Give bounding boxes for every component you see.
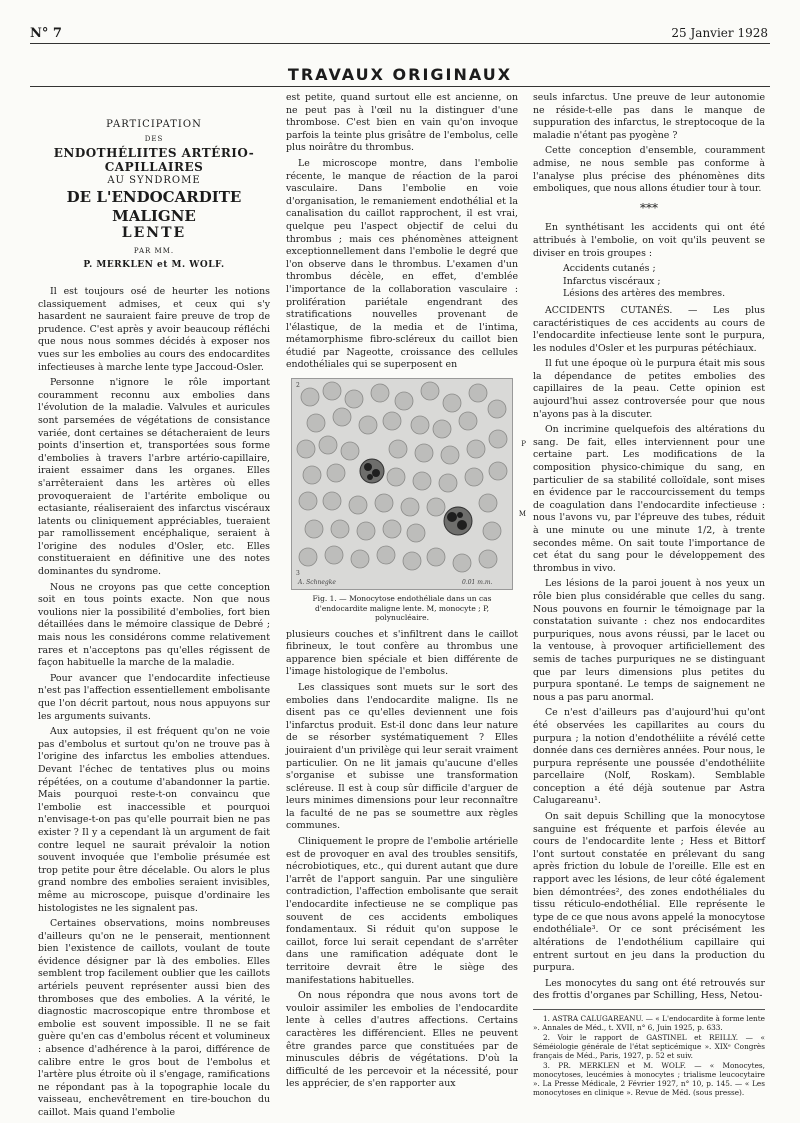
paragraph: Il est toujours osé de heurter les notions classiquement admises, et ceux qui s'y hasardent ne sauraient faire preuve de trop de prudence. C'est après y avoir beaucoup réfléchi que nous nous sommes décidés à exposer nos vues sur les embolies au cours des endocardites infectieuses à marche lente type Jaccoud-Osler. — [38, 286, 270, 373]
footnote: 3. PR. MERKLEN et M. WOLF. — « Monocytes, monocytoses, leucémies à monocytes ; trialisme leucocytaire ». La Presse Médicale, 2 Février 1927, n° 10, p. 145. — « Les monocytoses en clinique ». Revue de Méd. (sous presse). — [533, 1060, 765, 1097]
column-2 — [286, 92, 526, 1094]
paragraph: En synthétisant les accidents qui ont été attribués à l'embolie, on voit qu'ils peuvent se diviser en trois groupes : — [533, 222, 765, 259]
figure-label-2: 2 — [296, 382, 300, 390]
figure-label-m: M — [518, 510, 526, 519]
paragraph: Ce n'est d'ailleurs pas d'aujourd'hui qu'ont été observées les capillarites au cours du purpura ; la notion d'endothéliite a révélé cette donnée dans ces dernières années. Pour nous, le purpura représente une poussée d'endothéliite parcellaire (Nolf, Roskam). Semblable conception a été déjà soutenue par Astra Calugareanu¹. — [533, 707, 765, 807]
paragraph: Il fut une époque où le purpura était mis sous la dépendance de petites embolies des capillaires de la peau. Cette opinion est aujourd'hui assez controversée pour que nous n'ayons pas à la discuter. — [533, 358, 765, 420]
paragraph: plusieurs couches et s'infiltrent dans le caillot fibrineux, le tout confère au thrombus une apparence bien spéciale et bien différente de l'image histologique de l'embolus. — [286, 628, 518, 678]
section-title: TRAVAUX ORIGINAUX — [287, 65, 513, 84]
group-list — [563, 263, 765, 301]
issue-date: 25 Janvier 1928 — [671, 26, 768, 40]
paragraph: Le microscope montre, dans l'embolie récente, le manque de réaction de la paroi vasculaire. Dans l'embolie en voie d'organisation, le remaniement endothélial et la canalisation du caillot rapprochent, il est vrai, quelque peu l'aspect objectif de celui du thrombus ; mais ces phénomènes atteignent exceptionnellement dans l'embolie le degré que l'on observe dans le thrombus. L'examen d'un thrombus décèle, en effet, d'emblée l'importance de la collaboration vasculaire : prolifération pariétale engendrant des stratifications nouvelles provenant de l'élastique, de la media et de l'intima, métamorphisme fibro-scléreux du caillot bien étudié par Nageotte, croissance des cellules endothéliales qui se superposent en — [286, 157, 518, 371]
figure-label-3: 3 — [296, 570, 300, 578]
paragraph: Pour avancer que l'endocardite infectieuse n'est pas l'affection essentiellement embolisante que l'on décrit partout, nous nous appuyons sur les arguments suivants. — [38, 672, 270, 722]
header-rule — [30, 43, 770, 44]
paragraph: On sait depuis Schilling que la monocytose sanguine est fréquente et parfois élevée au cours de l'endocardite lente ; Hess et Bittorf l'ont surtout constatée en prélevant du sang après friction du lobule de l'oreille. Elle est en rapport avec les lésions, de leur côté également bien démontrées², des zones endothéliales du tissu réticulo-endothélial. Elle représente le type de ce que nous avons appelé la monocytose endothéliale³. Or ce sont précisément les altérations de l'endothélium capillaire qui entrent surtout en jeu dans la production du purpura. — [533, 811, 765, 974]
paragraph: Cette conception d'ensemble, couramment admise, ne nous semble pas conforme à l'analyse plus précise des phénomènes dits emboliques, que nous allons étudier tour à tour. — [533, 145, 765, 195]
figure-signature: A. Schnegke — [298, 579, 336, 587]
paragraph: Les monocytes du sang ont été retrouvés sur des frottis d'organes par Schilling, Hess, Netou- — [533, 977, 765, 1002]
paragraph: seuls infarctus. Une preuve de leur autonomie ne réside-t-elle pas dans le manque de suppuration des infarctus, le streptocoque de la maladie n'étant pas pyogène ? — [533, 92, 765, 141]
title-line-5: DE L'ENDOCARDITE MALIGNE — [66, 188, 242, 225]
footnote: 1. ASTRA CALUGAREANU. — « L'endocardite à forme lente ». Annales de Méd., t. XVII, n° 6, Juin 1925, p. 633. — [533, 1013, 765, 1032]
section-rule — [30, 86, 770, 87]
column-1 — [38, 92, 270, 1123]
paragraph: ACCIDENTS CUTANÉS. — Les plus caractéristiques de ces accidents au cours de l'endocardite infectieuse lente sont le purpura, les nodules d'Osler et les purpuras pétéchiaux. — [533, 304, 765, 354]
figure-1 — [286, 378, 526, 623]
figure-scale: 0.01 m.m. — [462, 579, 493, 587]
list-item: Infarctus viscéraux ; — [563, 275, 661, 287]
footnote: 2. Voir le rapport de GASTINEL et REILLY. — « Séméiologie générale de l'état septicémique ». XIXᵉ Congrès français de Méd., Paris, 1927, p. 52 et suiv. — [533, 1032, 765, 1060]
figure-label-p: P — [521, 440, 526, 449]
paragraph: On nous répondra que nous avons tort de vouloir assimiler les embolies de l'endocardite lente à celles d'autres affections. Certains caractères les différencient. Elles ne peuvent être grandes parce que constituées par de minuscules débris de végétations. D'où la difficulté de les percevoir et la nécessité, pour les apprécier, de s'en rapporter aux — [286, 990, 518, 1090]
paragraph: est petite, quand surtout elle est ancienne, on ne peut pas à l'œil nu la distinguer d'une thrombose. C'est bien en vain qu'on invoque parfois la teinte plus grisâtre de l'embolus, celle plus noirâtre du thrombus. — [286, 92, 518, 154]
footnotes — [533, 1009, 765, 1097]
title-line-2: DES — [144, 135, 164, 143]
title-line-6: LENTE — [121, 225, 187, 241]
paragraph: Cliniquement le propre de l'embolie artérielle est de provoquer en aval des troubles sensitifs, nécrobiotiques, etc., qui durent autant que dure l'arrêt de l'apport sanguin. Par une singulière contradiction, l'affection embolisante que serait l'endocardite infectieuse ne se complique pas souvent de ces accidents emboliques fondamentaux. Si réduit qu'on suppose le caillot, force lui serait cependant de s'arrêter dans une ramification adéquate dont le territoire devrait être le siège des manifestations habituelles. — [286, 836, 518, 986]
micrograph-image — [291, 378, 513, 590]
column-3 — [533, 92, 765, 1098]
title-par: PAR MM. — [133, 247, 175, 255]
paragraph: Les classiques sont muets sur le sort des embolies dans l'endocardite maligne. Ils ne disent pas ce qu'elles deviennent une fois l'infarctus produit. Est-il donc dans leur nature de se résorber systématiquement ? Elles jouiraient d'un privilège qui leur serait vraiment particulier. On ne lit jamais qu'aucune d'elles s'organise et subisse une transformation scléreuse. Il est à coup sûr difficile d'arguer de leurs minimes dimensions pour leur reconnaître la faculté de ne pas se soumettre aux règles communes. — [286, 681, 518, 832]
title-line-1: PARTICIPATION — [106, 119, 202, 130]
article-title-block — [38, 118, 270, 272]
section-separator-stars: *** — [640, 200, 658, 215]
paragraph: Nous ne croyons pas que cette conception soit en tous points exacte. Non que nous voulions nier la possibilité d'embolies, fort bien détaillées dans le mémoire classique de Debré ; mais nous les considérons comme relativement rares et n'acceptons pas qu'elles régissent de façon habituelle la marche de la maladie. — [38, 581, 270, 669]
list-item: Accidents cutanés ; — [563, 263, 656, 275]
micrograph-drawing — [292, 379, 512, 589]
title-line-3: ENDOTHÉLIITES ARTÉRIO-CAPILLAIRES — [53, 146, 255, 174]
paragraph: Personne n'ignore le rôle important couramment reconnu aux embolies dans l'évolution de la maladie. Valvules et auricules sont parsemées de végétations de consistance variée, dont certaines se détacheraient de leurs points d'insertion et, transportées sous forme d'embolies à travers l'arbre artério-capillaire, iraient essaimer dans les organes. Elles s'arrêteraient dans les artères où elles provoqueraient de l'artérite embolique ou ectasiante, réaliseraient des infarctus viscéraux latents ou cliniquement appréciables, tueraient par ramollissement encéphalique, seraient à l'origine des nodules d'Osler, etc. Elles constitueraient en définitive une des notes dominantes du syndrome. — [38, 377, 270, 578]
list-item: Lésions des artères des membres. — [563, 288, 726, 300]
paragraph: Aux autopsies, il est fréquent qu'on ne voie pas d'embolus et surtout qu'on ne trouve pas à l'origine des infarctus les embolies attendues. Devant l'échec de tentatives plus ou moins répétées, on a coutume d'abandonner la partie. Mais pourquoi reste-t-on convaincu que l'embolie est inaccessible et pourquoi n'envisage-t-on pas qu'elle pourrait bien ne pas exister ? Il y a cependant là un argument de fait contre lequel ne saurait prévaloir la notion souvent invoquée que l'embolie présumée est trop petite pour être décelable. Ou alors le plus grand nombre des embolies seraient invisibles, même au microscope, puisque d'ordinaire les histologistes ne les signalent pas. — [38, 726, 270, 914]
page-header — [30, 20, 770, 60]
paragraph: Certaines observations, moins nombreuses d'ailleurs qu'on ne le penserait, mentionnent bien l'existence de caillots, voulant de toute évidence désigner par là des embolies. Elles semblent trop facilement oublier que les caillots artériels peuvent représenter aussi bien des thromboses que des embolies. A la vérité, le diagnostic macroscopique entre thrombose et embolie est souvent impossible. Il ne se fait guère qu'en cas d'embolus récent et volumineux : absence d'adhérence à la paroi, différence de calibre entre le gros bout de l'embolus et l'artère plus étroite où il s'engage, ramifications ne répondant pas à la topographie locale du vaisseau, enchevêtrement en tire-bouchon du caillot. Mais quand l'embolie — [38, 918, 270, 1118]
title-line-4: AU SYNDROME — [107, 175, 201, 186]
issue-number: N° 7 — [30, 26, 62, 41]
paragraph: On incrimine quelquefois des altérations du sang. De fait, elles interviennent pour une certaine part. Les modifications de la composition physico-chimique du sang, en particulier de sa stabilité colloïdale, sont mises en évidence par le raccourcissement du temps de coagulation dans l'endocardite infectieuse : nous l'avons vu, par l'épreuve des tubes, réduit à une minute ou une minute 1/2, à trente secondes même. On sait toute l'importance de cet état du sang pour le développement des thrombus in vivo. — [533, 424, 765, 574]
paragraph: Les lésions de la paroi jouent à nos yeux un rôle bien plus considérable que celles du sang. Nous pouvons en fournir le témoignage par la constatation suivante : chez nos endocardites purpuriques, nous avons réussi, par le lacet ou la ventouse, à provoquer artificiellement des semis de taches purpuriques ne se distinguant que par leurs dimensions plus petites du purpura spontané. Le temps de saignement ne nous a pas paru anormal. — [533, 578, 765, 703]
article-authors: P. MERKLEN et M. WOLF. — [83, 260, 225, 270]
figure-caption: Fig. 1. — Monocytose endothéliale dans un cas d'endocardite maligne lente. M, monocyte ; P, polynucléaire. — [312, 594, 492, 623]
